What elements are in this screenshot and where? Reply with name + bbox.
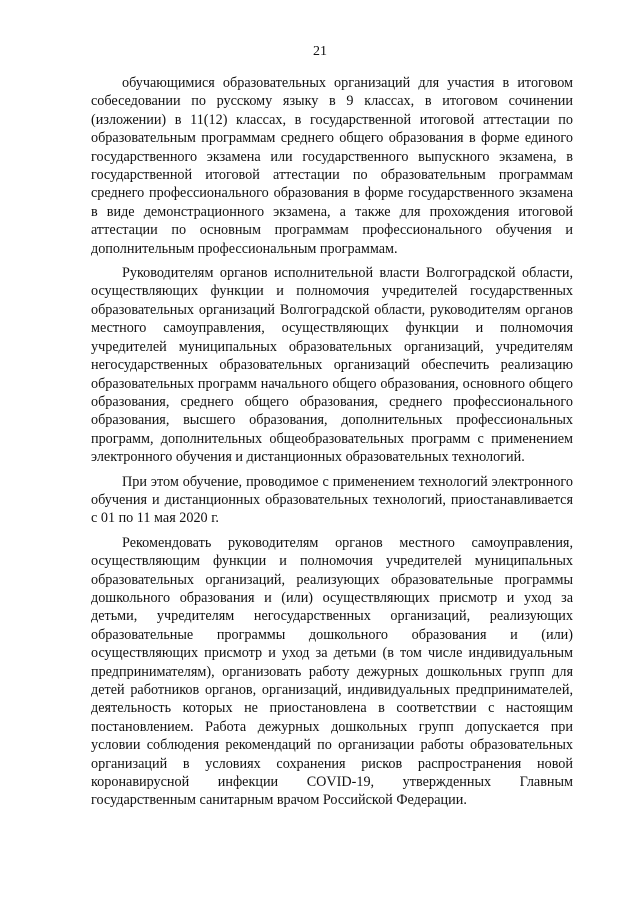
paragraph-suspension-period: При этом обучение, проводимое с применением технологий электронного обучения и дистанционных образовательных технологий, приостанавливается с 01 по 11 мая 2020 г. (91, 473, 573, 527)
paragraph-executive-authorities: Руководителям органов исполнительной власти Волгоградской области, осуществляющих функции и полномочия учредителей государственных образовательных организаций Волгоградской области, руководителям органов местного самоуправления, осуществляющих функции и полномочия учредителей муниципальных образовательных организаций, учредителям негосударственных образовательных организаций обеспечить реализацию образовательных программ начального общего образования, основного общего образования, среднего общего образования, среднего профессионального образования, высшего образования, дополнительных профессиональных программ, дополнительных общеобразовательных программ с применением электронного обучения и дистанционных образовательных технологий. (91, 265, 573, 466)
paragraph-continuation: обучающимися образовательных организаций для участия в итоговом собеседовании по русскому языку в 9 классах, в итоговом сочинении (изложении) в 11(12) классах, в государственной итоговой аттестации по образовательным программам среднего общего образования в форме единого государственного экзамена или государственного выпускного экзамена, в государственной итоговой аттестации по образовательным программам среднего профессионального образования в форме государственного экзамена в виде демонстрационного экзамена, а также для прохождения итоговой аттестации по основным программам профессионального обучения и дополнительным профессиональным программам. (91, 75, 573, 257)
paragraph-duty-groups: Рекомендовать руководителям органов местного самоуправления, осуществляющим функции и полномочия учредителей муниципальных образовательных организаций, реализующих образовательные программы дошкольного образования и (или) осуществляющих присмотр и уход за детьми, учредителям негосударственных организаций, реализующих образовательные программы дошкольного образования и (или) осуществляющих присмотр и уход за детьми (в том числе индивидуальным предпринимателям), организовать работу дежурных дошкольных групп для детей работников органов, организаций, индивидуальных предпринимателей, деятельность которых не приостановлена в соответствии с настоящим постановлением. Работа дежурных дошкольных групп допускается при условии соблюдения рекомендаций по организации работы образовательных организаций в условиях сохранения рисков распространения новой коронавирусной инфекции COVID-19, утвержденных Главным государственным санитарным врачом Российской Федерации. (91, 534, 573, 809)
document-body (91, 74, 573, 816)
page-number: 21 (313, 44, 327, 59)
